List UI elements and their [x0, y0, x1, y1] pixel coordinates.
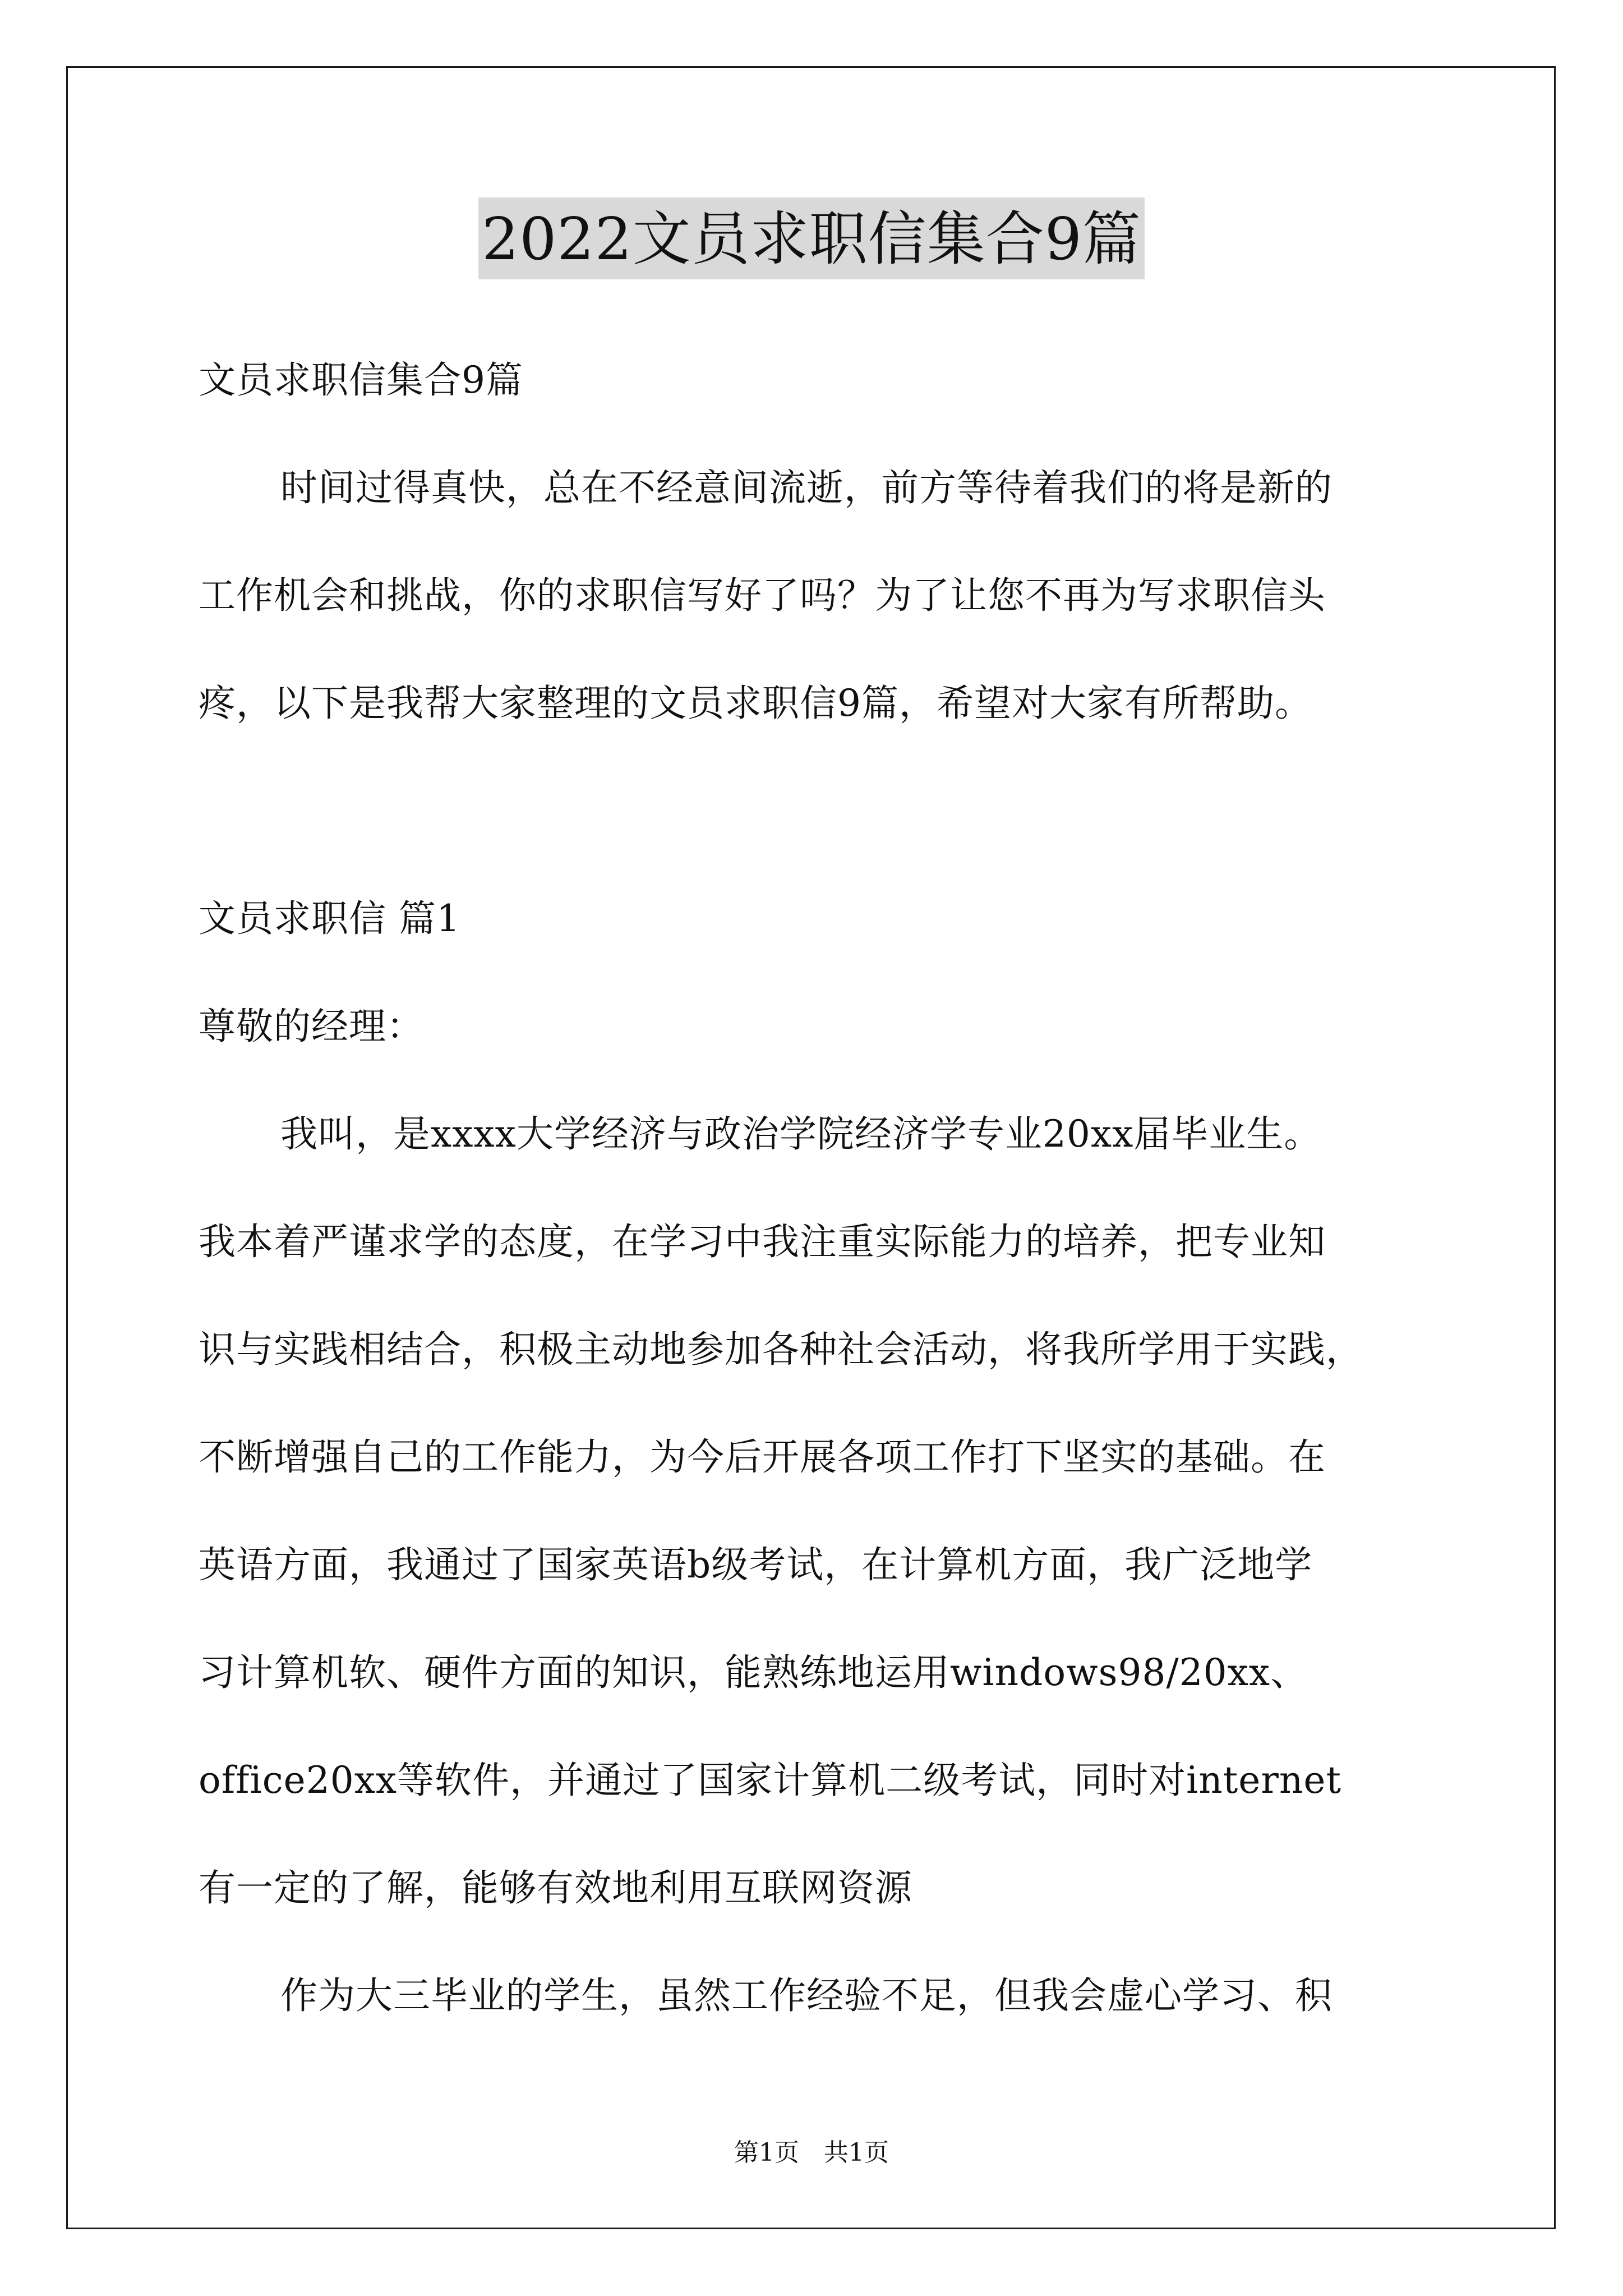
next-paragraph-line: 作为大三毕业的学生，虽然工作经验不足，但我会虚心学习、积: [280, 1974, 1332, 2017]
document-title: 2022文员求职信集合9篇: [478, 197, 1145, 279]
body-line: 我本着严谨求学的态度，在学习中我注重实际能力的培养，把专业知: [199, 1220, 1326, 1263]
body-line: 习计算机软、硬件方面的知识，能熟练地运用windows98/20xx、: [199, 1651, 1308, 1694]
body-line: 不断增强自己的工作能力，为今后开展各项工作打下坚实的基础。在: [199, 1435, 1326, 1479]
intro-line: 疼，以下是我帮大家整理的文员求职信9篇，希望对大家有所帮助。: [199, 682, 1312, 725]
body-line: 识与实践相结合，积极主动地参加各种社会活动，将我所学用于实践，: [199, 1328, 1363, 1371]
salutation: 尊敬的经理：: [199, 1005, 424, 1048]
intro-line: 时间过得真快，总在不经意间流逝，前方等待着我们的将是新的: [280, 466, 1332, 509]
body-line: 有一定的了解，能够有效地利用互联网资源: [199, 1866, 912, 1910]
subtitle: 文员求职信集合9篇: [199, 358, 523, 402]
page-footer: 第1页 共1页: [734, 2138, 889, 2167]
intro-line: 工作机会和挑战，你的求职信写好了吗？为了让您不再为写求职信头: [199, 574, 1326, 617]
body-line: 我叫，是xxxx大学经济与政治学院经济学专业20xx届毕业生。: [280, 1112, 1322, 1156]
body-line: office20xx等软件，并通过了国家计算机二级考试，同时对internet: [199, 1759, 1341, 1802]
section-heading: 文员求职信 篇1: [199, 897, 460, 940]
title-container: [0, 197, 1623, 279]
body-line: 英语方面，我通过了国家英语b级考试，在计算机方面，我广泛地学: [199, 1543, 1313, 1586]
